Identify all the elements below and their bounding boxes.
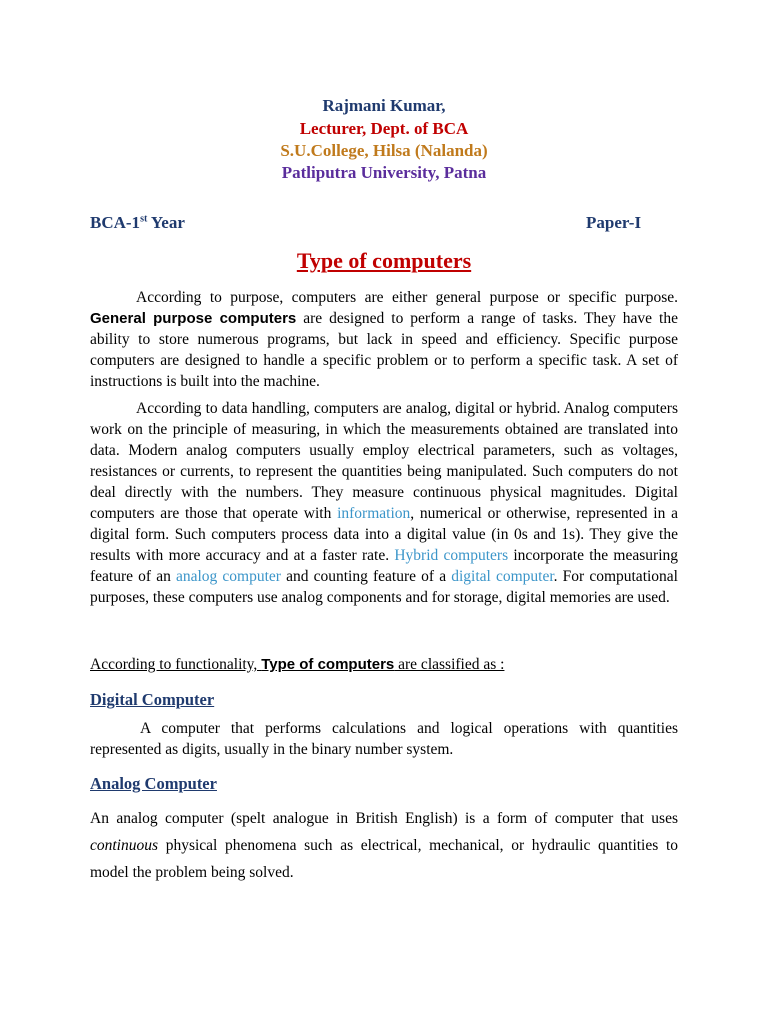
course-year: [90, 213, 185, 233]
text-run: are classified as :: [394, 656, 505, 673]
text-run: , numerical or otherwise, represented in a digital form. Such computers process data into a digital value (in 0s and 1s). They give the results with more accuracy and at a faster rate.: [90, 505, 678, 564]
heading-digital-computer: Digital Computer: [90, 690, 215, 709]
university-name: Patliputra University, Patna: [281, 163, 487, 182]
text-run: and counting feature of a: [280, 568, 452, 585]
emphasis-term: continuous: [90, 837, 159, 854]
link-information[interactable]: information: [337, 505, 411, 522]
link-digital-computer[interactable]: digital computer: [451, 568, 554, 585]
functionality-line: [90, 656, 504, 674]
author-name: Rajmani Kumar,: [322, 96, 446, 115]
text-run: . For computational purposes, these computers use analog components and for storage, digital memories are used.: [90, 568, 678, 606]
text-run: are designed to perform a range of tasks. They have the ability to store numerous programs, but lack in speed and efficiency. Specific purpose computers are designed to handle a specific problem or to perform a specific task. A set of instructions is built into the machine.: [90, 310, 678, 390]
text-run: physical phenomena such as electrical, mechanical, or hydraulic quantities to model the problem being solved.: [90, 837, 678, 881]
course-year-sup: st: [140, 213, 148, 225]
paragraph-analog-computer: [90, 805, 678, 886]
text-run: An analog computer (spelt analogue in British English) is a form of computer that uses: [90, 810, 678, 827]
text-run: According to functionality,: [90, 656, 262, 673]
page-title-text: Type of computers: [296, 248, 472, 273]
course-year-suffix: Year: [147, 213, 185, 232]
link-hybrid-computers[interactable]: Hybrid computers: [394, 547, 509, 564]
heading-analog-computer: Analog Computer: [90, 774, 217, 793]
text-run: incorporate the measuring feature of an: [90, 547, 679, 585]
college-name: S.U.College, Hilsa (Nalanda): [280, 141, 488, 160]
bold-term: Type of computers: [261, 656, 395, 673]
text-run: According to data handling, computers are analog, digital or hybrid. Analog computers work on the principle of measuring, in which the measurements obtained are translated into data. Modern analog computers usually employ electrical parameters, such as voltages, resistances or currents, to represent the quantities being manipulated. Such computers do not deal directly with the numbers. They measure continuous physical magnitudes. Digital computers are those that operate with: [90, 400, 678, 522]
paragraph-purpose: [90, 287, 678, 392]
text-run: According to purpose, computers are either general purpose or specific purpose.: [136, 289, 678, 306]
paper-label: Paper-I: [586, 213, 642, 232]
author-position: Lecturer, Dept. of BCA: [299, 119, 469, 138]
paragraph-data-handling: [90, 398, 678, 608]
bold-term: General purpose computers: [90, 310, 297, 327]
paragraph-digital-computer: A computer that performs calculations and logical operations with quantities represented as digits, usually in the binary number system.: [90, 720, 678, 758]
page-title: [0, 248, 768, 274]
link-analog-computer[interactable]: analog computer: [175, 568, 281, 585]
course-year-prefix: BCA-1: [90, 213, 141, 232]
